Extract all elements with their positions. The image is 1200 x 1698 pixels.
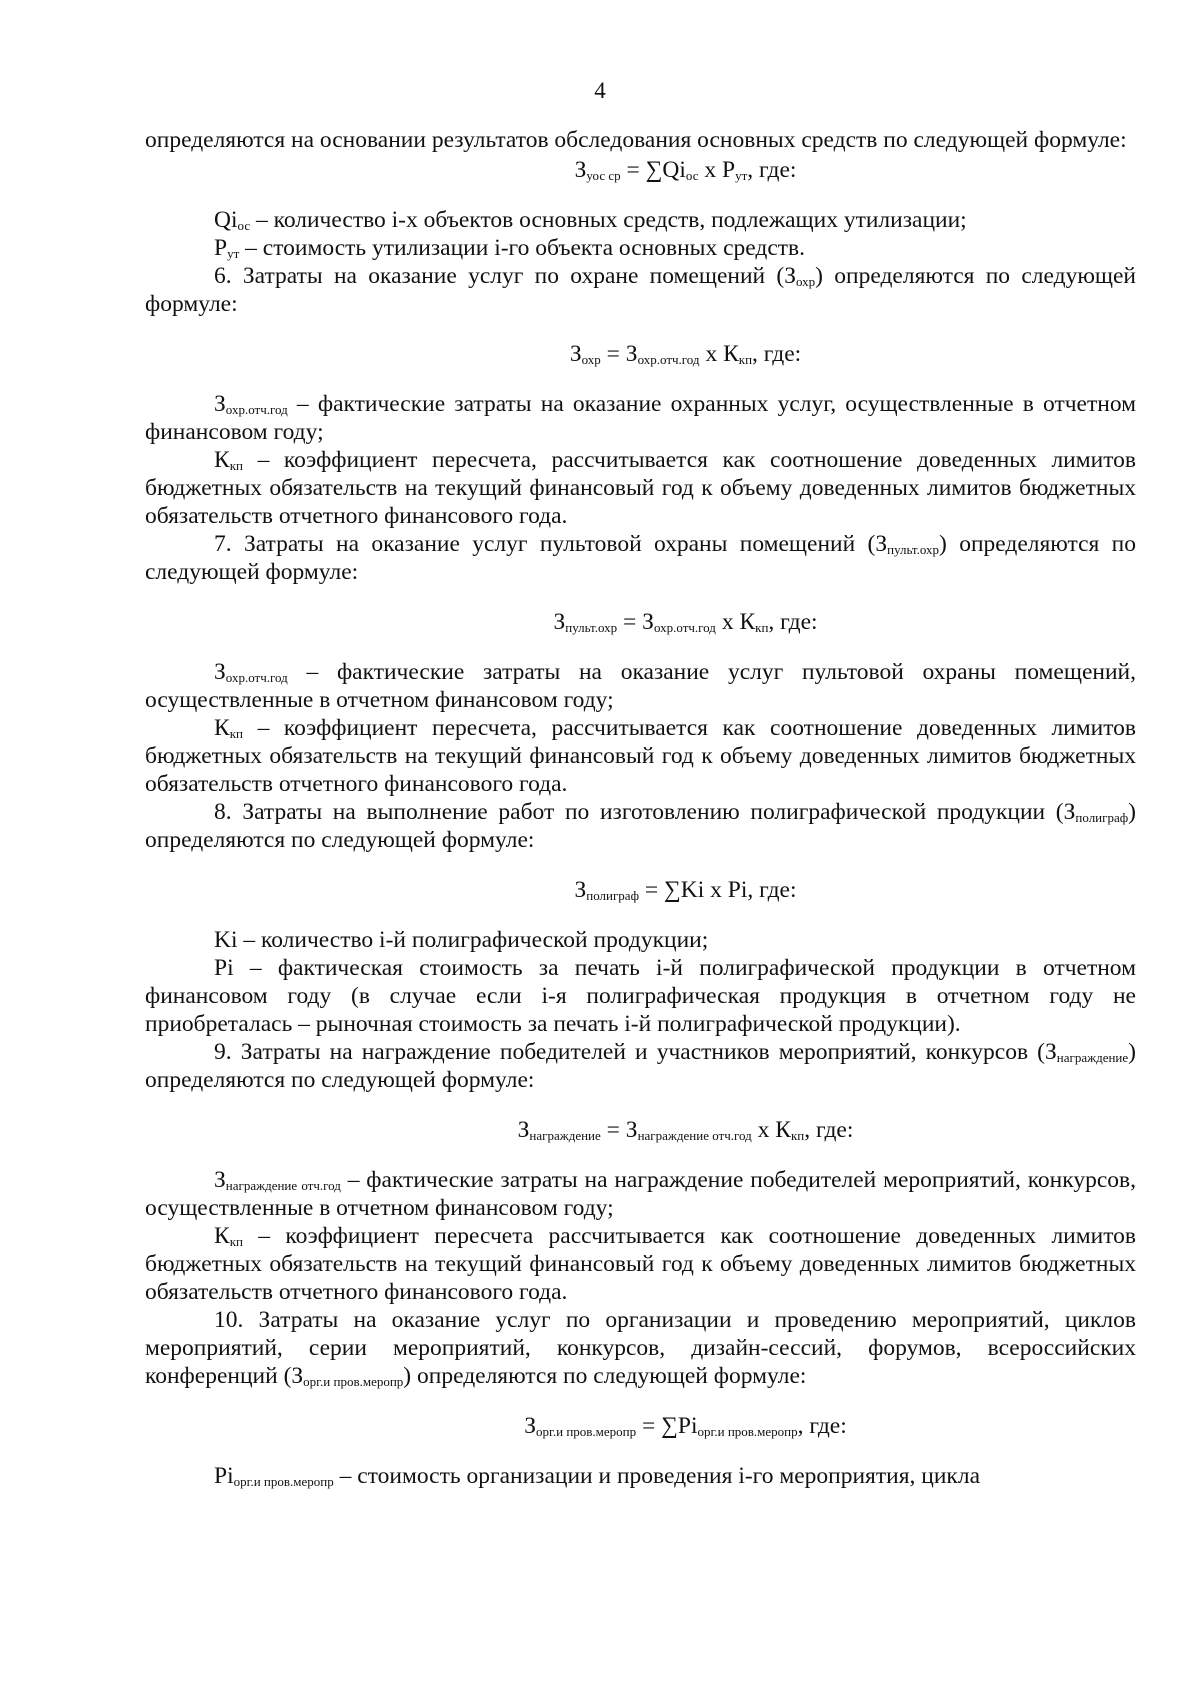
formula-remote-security: $З_{пульт.охр} = З_{охр.отч.год}$ х $К_{кп}$, где: [553,609,818,635]
formula-utilization: $З_{уос ср} = \sum Qi_{ос}$ х $Р_{ут}$, где: [574,157,797,183]
page-number: 4 [594,78,606,103]
formula-awards: $З_{награждение} = З_{награждение отч.год}$ х $К_{кп}$, где: [517,1117,854,1143]
document-body [145,126,1136,1490]
section-10: 10. Затраты на оказание услуг по организации и проведению мероприятий, циклов мероприятий, серии мероприятий, конкурсов, дизайн-сессий, форумов, всероссийских конференций $(З_{орг.и пров.меропр})$ определяются по следующей формуле: [145,1307,1136,1389]
definition-ki: Ki – количество i-й полиграфической продукции; [214,927,709,953]
formula-security: $З_{охр} = З_{охр.отч.год}$ х $К_{кп}$, где: [569,341,802,367]
formula-events: $З_{орг.и пров.меропр} = \sum Pi_{орг.и пров.меропр}$, где: [524,1413,847,1439]
section-8: 8. Затраты на выполнение работ по изготовлению полиграфической продукции $(З_{полиграф})$ определяются по следующей формуле: [145,799,1136,853]
section-6: 6. Затраты на оказание услуг по охране помещений $(З_{охр})$ определяются по следующей формуле: [145,263,1136,317]
definition-put: $Р_{ут}$ – стоимость утилизации i-го объекта основных средств. [214,235,806,261]
definition-kkp-2: $К_{кп}$ – коэффициент пересчета, рассчитывается как соотношение доведенных лимитов бюджетных обязательств на текущий финансовый год к объему доведенных лимитов бюджетных обязательств отчетного финансового года. [145,715,1136,797]
section-7: 7. Затраты на оказание услуг пультовой охраны помещений $(З_{пульт.охр})$ определяются по следующей формуле: [145,531,1136,585]
definition-pi: Pi – фактическая стоимость за печать i-й полиграфической продукции в отчетном финансовом году (в случае если i-я полиграфическая продукция в отчетном году не приобреталась – рыночная стоимость за печать i-й полиграфической продукции). [145,955,1136,1037]
paragraph-intro: определяются на основании результатов обследования основных средств по следующей формуле: [145,127,1127,153]
definition-qi: $Qi_{ос}$ – количество i-х объектов основных средств, подлежащих утилизации; [214,207,967,233]
section-9: 9. Затраты на награждение победителей и участников мероприятий, конкурсов $(З_{награждение})$ определяются по следующей формуле: [145,1039,1136,1093]
definition-kkp-1: $К_{кп}$ – коэффициент пересчета, рассчитывается как соотношение доведенных лимитов бюджетных обязательств на текущий финансовый год к объему доведенных лимитов бюджетных обязательств отчетного финансового года. [145,447,1136,529]
definition-events-pi: $Pi_{орг.и пров.меропр}$ – стоимость организации и проведения i-го мероприятия, цикла [214,1463,980,1489]
definition-remote-security-actual: $З_{охр.отч.год}$ – фактические затраты на оказание услуг пультовой охраны помещений, осуществленные в отчетном финансовом году; [145,659,1136,713]
definition-kkp-3: $К_{кп}$ – коэффициент пересчета рассчитывается как соотношение доведенных лимитов бюджетных обязательств на текущий финансовый год к объему доведенных лимитов бюджетных обязательств отчетного финансового года. [145,1223,1136,1305]
formula-printing: $З_{полиграф} = \sum Ki$ х Pi, где: [574,877,797,903]
definition-security-actual: $З_{охр.отч.год}$ – фактические затраты на оказание охранных услуг, осуществленные в отчетном финансовом году; [145,391,1136,445]
definition-awards-actual: $З_{награждение отч.год}$ – фактические затраты на награждение победителей мероприятий, конкурсов, осуществленные в отчетном финансовом году; [145,1167,1136,1221]
